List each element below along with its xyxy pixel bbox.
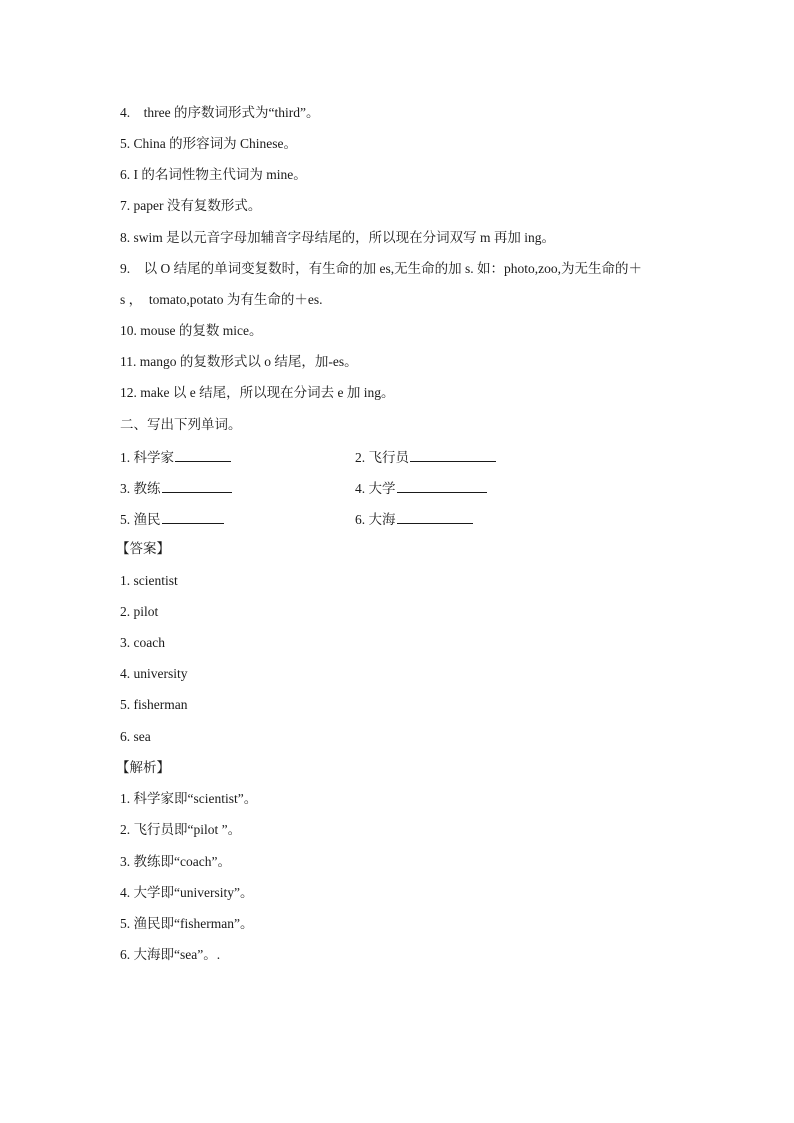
question-label: 5. 渔民	[120, 512, 161, 527]
answer-blank[interactable]	[410, 447, 496, 462]
explanation-item: 9. 以 O 结尾的单词变复数时，有生命的加 es,无生命的加 s. 如：photo,zoo,为无生命的＋	[120, 261, 642, 276]
question-item	[355, 509, 473, 529]
answer-blank[interactable]	[175, 447, 231, 462]
answer-item: 1. scientist	[120, 573, 178, 588]
question-label: 4. 大学	[355, 481, 396, 496]
answer-item: 3. coach	[120, 635, 165, 650]
question-item	[355, 478, 487, 498]
question-item	[120, 509, 224, 529]
explanation-item: 4. three 的序数词形式为“third”。	[120, 105, 320, 120]
explanation-item: 12. make 以 e 结尾，所以现在分词去 e 加 ing。	[120, 385, 395, 400]
question-label: 3. 教练	[120, 481, 161, 496]
analysis-item: 1. 科学家即“scientist”。	[120, 791, 258, 806]
answer-item: 4. university	[120, 666, 188, 681]
answer-blank[interactable]	[397, 478, 487, 493]
answer-blank[interactable]	[162, 478, 232, 493]
answer-item: 5. fisherman	[120, 697, 188, 712]
explanation-item: 8. swim 是以元音字母加辅音字母结尾的，所以现在分词双写 m 再加 ing。	[120, 230, 556, 245]
answer-blank[interactable]	[397, 509, 473, 524]
answer-item: 2. pilot	[120, 604, 159, 619]
answer-blank[interactable]	[162, 509, 224, 524]
question-label: 6. 大海	[355, 512, 396, 527]
question-label: 1. 科学家	[120, 450, 174, 465]
answer-item: 6. sea	[120, 729, 151, 744]
explanation-item: 11. mango 的复数形式以 o 结尾，加-es。	[120, 354, 358, 369]
explanation-item: 7. paper 没有复数形式。	[120, 198, 262, 213]
explanation-item: 10. mouse 的复数 mice。	[120, 323, 263, 338]
explanation-item: 5. China 的形容词为 Chinese。	[120, 136, 297, 151]
analysis-heading: 【解析】	[116, 760, 170, 775]
question-item	[355, 447, 496, 467]
analysis-item: 5. 渔民即“fisherman”。	[120, 916, 254, 931]
question-label: 2. 飞行员	[355, 450, 409, 465]
analysis-item: 4. 大学即“university”。	[120, 885, 254, 900]
answer-heading: 【答案】	[116, 541, 170, 556]
question-item	[120, 447, 231, 467]
analysis-item: 6. 大海即“sea”。.	[120, 947, 221, 962]
section-title: 二、写出下列单词。	[120, 417, 242, 432]
analysis-item: 2. 飞行员即“pilot ”。	[120, 822, 242, 837]
question-item	[120, 478, 232, 498]
explanation-item-continued: s ， tomato,potato 为有生命的＋es.	[120, 292, 323, 307]
analysis-item: 3. 教练即“coach”。	[120, 854, 231, 869]
explanation-item: 6. I 的名词性物主代词为 mine。	[120, 167, 307, 182]
